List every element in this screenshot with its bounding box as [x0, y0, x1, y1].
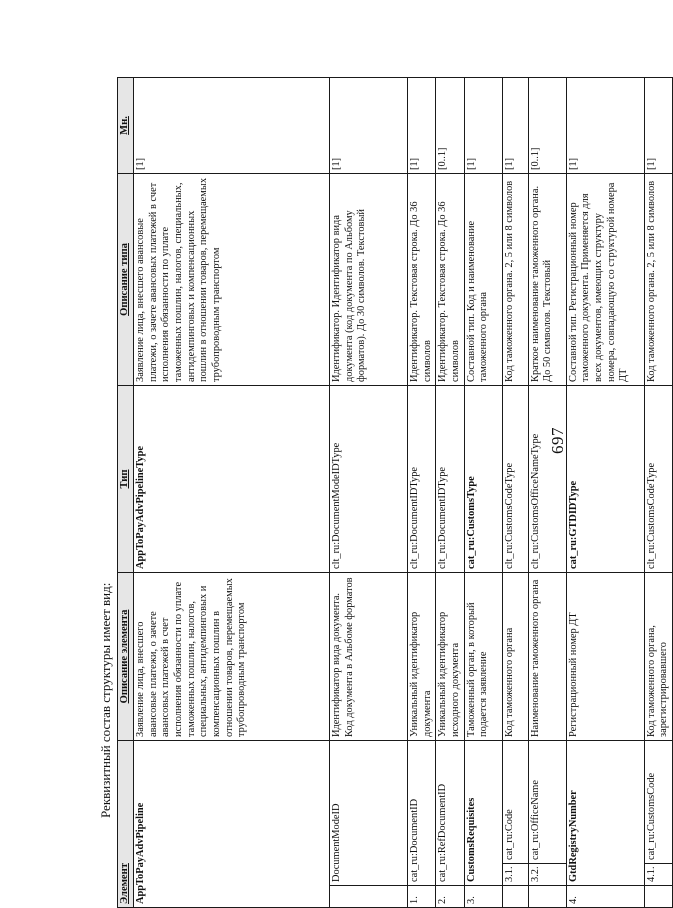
row-number-cell [329, 886, 407, 908]
table-row [464, 77, 502, 907]
element-description-cell: Наименование таможенного органа [528, 572, 566, 740]
element-name-cell: AppToPayAdvPipeline [133, 740, 329, 907]
multiplicity-cell: [1] [407, 77, 435, 173]
element-name-cell: cat_ru:OfficeName [528, 740, 566, 863]
type-cell: clt_ru:CustomsOfficeNameType [528, 385, 566, 572]
type-cell: clt_ru:DocumentIDType [436, 385, 464, 572]
type-cell: clt_ru:CustomsCodeType [502, 385, 528, 572]
type-description-cell: Идентификатор. Текстовая строка. До 36 символов [407, 173, 435, 385]
header-element: Элемент [118, 740, 134, 907]
table-row [436, 77, 464, 907]
intro-caption: Реквизитный состав структуры имеет вид: [98, 582, 113, 818]
header-element-desc: Описание элемента [118, 572, 134, 740]
type-cell: clt_ru:DocumentIDType [407, 385, 435, 572]
multiplicity-cell: [1] [502, 77, 528, 173]
header-type-desc: Описание типа [118, 173, 134, 385]
rotated-table-container [117, 78, 670, 908]
element-description-cell: Идентификатор вида документа. Код документа в Альбоме форматов [329, 572, 407, 740]
table-row [329, 77, 407, 907]
element-name-cell: cat_ru:RefDocumentID [436, 740, 464, 885]
element-name-cell: cat_ru:DocumentID [407, 740, 435, 885]
row-number-cell: 2. [436, 886, 464, 908]
element-description-cell: Заявление лица, внесшего авансовые платежи, о зачете авансовых платежей в счет исполнения обязанности по уплате таможенных пошлин, налогов, специальных, антидемпинговых и компенсационных пошлин в отношении товаров, перемещаемых трубопроводным транспортом [133, 572, 329, 740]
type-cell: AppToPayAdvPipelineType [133, 385, 329, 572]
type-cell: cat_ru:GTDIDType [566, 385, 644, 572]
type-description-cell: Составной тип. Регистрационный номер таможенного документа. Применяется для всех документов, имеющих структуру номера, совпадающую со структурой номера ДТ [566, 173, 644, 385]
type-description-cell: Код таможенного органа. 2, 5 или 8 символов [644, 173, 672, 385]
type-description-cell: Идентификатор. Идентификатор вида документа (код документа по Альбому форматов). До 30 символов. Текстовый [329, 173, 407, 385]
type-description-cell: Код таможенного органа. 2, 5 или 8 символов [502, 173, 528, 385]
row-number-cell: 1. [407, 886, 435, 908]
element-name-cell: GtdRegistryNumber [566, 740, 644, 885]
indent-cell [502, 886, 528, 908]
element-name-cell: cat_ru:CustomsCode [644, 740, 672, 863]
indent-cell [644, 886, 672, 908]
table-row [528, 77, 566, 907]
row-number-cell: 3.1. [502, 864, 528, 886]
element-description-cell: Уникальный идентификатор исходного документа [436, 572, 464, 740]
element-description-cell: Регистрационный номер ДТ [566, 572, 644, 740]
type-description-cell: Составной тип. Код и наименование таможенного органа [464, 173, 502, 385]
element-description-cell: Таможенный орган, в который подается заявление [464, 572, 502, 740]
multiplicity-cell: [0..1] [528, 77, 566, 173]
table-row [407, 77, 435, 907]
table-body [133, 77, 672, 907]
table-row [133, 77, 329, 907]
type-description-cell: Заявление лица, внесшего авансовые платежи, о зачете авансовых платежей в счет исполнения обязанности по уплате таможенных пошлин, налогов, специальных, антидемпинговых и компенсационных пошлин в отношении товаров, перемещаемых трубопроводным транспортом [133, 173, 329, 385]
row-number-cell: 4.1. [644, 864, 672, 886]
multiplicity-cell: [1] [644, 77, 672, 173]
table-row [566, 77, 644, 907]
multiplicity-cell: [0..1] [436, 77, 464, 173]
multiplicity-cell: [1] [329, 77, 407, 173]
header-mult: Мн. [118, 77, 134, 173]
element-description-cell: Код таможенного органа, зарегистрировавшего [644, 572, 672, 740]
row-number-cell: 4. [566, 886, 644, 908]
requisites-table [117, 77, 673, 908]
type-cell: cat_ru:CustomsType [464, 385, 502, 572]
row-number-cell: 3. [464, 886, 502, 908]
multiplicity-cell: [1] [566, 77, 644, 173]
multiplicity-cell: [1] [464, 77, 502, 173]
indent-cell [528, 886, 566, 908]
element-name-cell: DocumentModeID [329, 740, 407, 885]
element-description-cell: Код таможенного органа [502, 572, 528, 740]
table-row [644, 77, 672, 907]
multiplicity-cell: [1] [133, 77, 329, 173]
table-row [502, 77, 528, 907]
header-type: Тип [118, 385, 134, 572]
type-description-cell: Идентификатор. Текстовая строка. До 36 символов [436, 173, 464, 385]
type-cell: clt_ru:CustomsCodeType [644, 385, 672, 572]
table-header-row [118, 77, 134, 907]
element-name-cell: CustomsRequisites [464, 740, 502, 885]
element-description-cell: Уникальный идентификатор документа [407, 572, 435, 740]
page-number: 697 [548, 427, 567, 454]
element-name-cell: cat_ru:Code [502, 740, 528, 863]
type-cell: clt_ru:DocumentModeIDType [329, 385, 407, 572]
row-number-cell: 3.2. [528, 864, 566, 886]
type-description-cell: Краткое наименование таможенного органа. До 50 символов. Текстовый [528, 173, 566, 385]
